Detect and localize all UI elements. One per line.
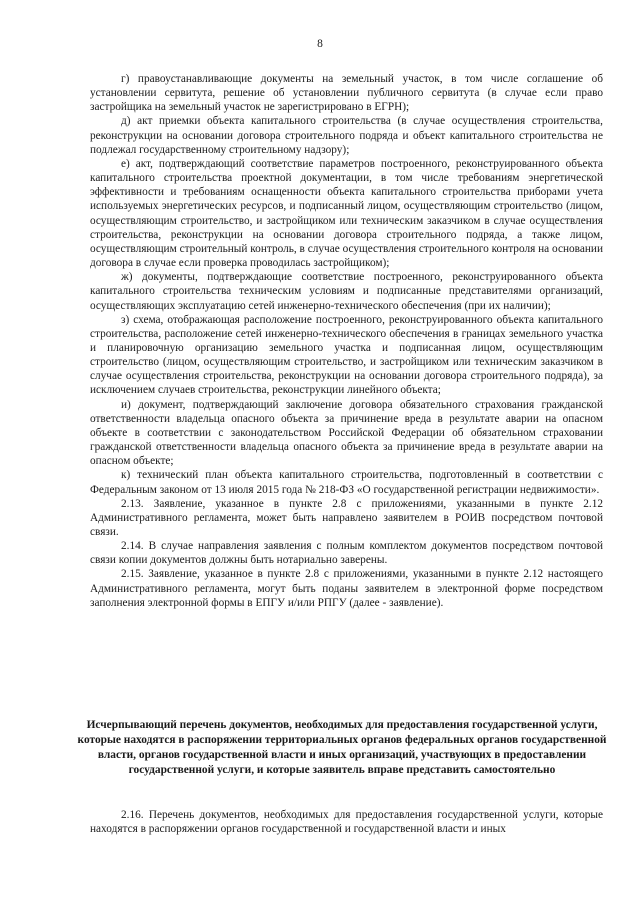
- document-body: [90, 72, 603, 610]
- paragraph-item-z: з) схема, отображающая расположение построенного, реконструированного объекта капитального строительства, расположение сетей инженерно-технического обеспечения в границах земельного участка и планировочную организацию земельного участка и подписанная лицом, осуществляющим строительство (лицом, осуществляющим строительство, и застройщиком или техническим заказчиком в случае осуществления строительства, реконструкции на основании договора строительного подряда), за исключением случаев строительства, реконструкции линейного объекта;: [90, 313, 603, 397]
- paragraph-2-15: 2.15. Заявление, указанное в пункте 2.8 с приложениями, указанными в пункте 2.12 настоящего Административного регламента, могут быть поданы заявителем в электронной форме посредством заполнения электронной формы в ЕПГУ и/или РПГУ (далее - заявление).: [90, 568, 603, 609]
- paragraph-item-d: д) акт приемки объекта капитального строительства (в случае осуществления строительства, реконструкции на основании договора строительного подряда и объект капитального строительства не подлежал государственному строительному надзору);: [90, 115, 603, 156]
- paragraph-item-i: и) документ, подтверждающий заключение договора обязательного страхования гражданской ответственности владельца опасного объекта за причинение вреда в результате аварии на опасном объекте в соответствии с законодательством Российской Федерации об обязательном страховании гражданской ответственности владельца опасного объекта за причинение вреда в результате аварии на опасном объекте;: [90, 398, 603, 468]
- page-number: 8: [317, 38, 323, 50]
- paragraph-item-g: г) правоустанавливающие документы на земельный участок, в том числе соглашение об установлении сервитута, решение об установлении публичного сервитута (в случае если право застройщика на земельный участок не зарегистрировано в ЕГРН);: [90, 73, 603, 114]
- paragraph-item-zh: ж) документы, подтверждающие соответствие построенного, реконструированного объекта капитального строительства техническим условиям и подписанные представителями организаций, осуществляющих эксплуатацию сетей инженерно-технического обеспечения (при их наличии);: [90, 271, 603, 312]
- paragraph-item-e: е) акт, подтверждающий соответствие параметров построенного, реконструированного объекта капитального строительства проектной документации, в том числе требованиям энергетической эффективности и требованиям оснащенности объекта капитального строительства приборами учета используемых энергетических ресурсов, и подписанный лицом, осуществляющим строительство (лицом, осуществляющим строительство, и застройщиком или техническим заказчиком в случае осуществления строительства, реконструкции на основании договора строительного подряда, а также лицом, осуществляющим строительный контроль, в случае осуществления строительного контроля на основании договора в случае если проверка проводилась застройщиком);: [90, 157, 603, 270]
- paragraph-2-13: 2.13. Заявление, указанное в пункте 2.8 с приложениями, указанными в пункте 2.12 Административного регламента, может быть направлено заявителем в РОИВ посредством почтовой связи.: [90, 497, 603, 538]
- paragraph-2-16: 2.16. Перечень документов, необходимых для предоставления государственной услуги, которые находятся в распоряжении органов государственной и государственной власти и иных: [90, 809, 603, 836]
- paragraph-2-14: 2.14. В случае направления заявления с полным комплектом документов посредством почтовой связи копии документов должны быть нотариально заверены.: [90, 540, 603, 567]
- paragraph-item-k: к) технический план объекта капитального строительства, подготовленный в соответствии с Федеральным законом от 13 июля 2015 года № 218-ФЗ «О государственной регистрации недвижимости».: [90, 469, 603, 496]
- section-heading: Исчерпывающий перечень документов, необходимых для предоставления государственной услуги, которые находятся в распоряжении территориальных органов федеральных органов государственной власти, органов государственной власти и иных организаций, участвующих в предоставлении государственной услуги, и которые заявитель вправе представить самостоятельно: [77, 719, 607, 776]
- section-body: [90, 808, 603, 836]
